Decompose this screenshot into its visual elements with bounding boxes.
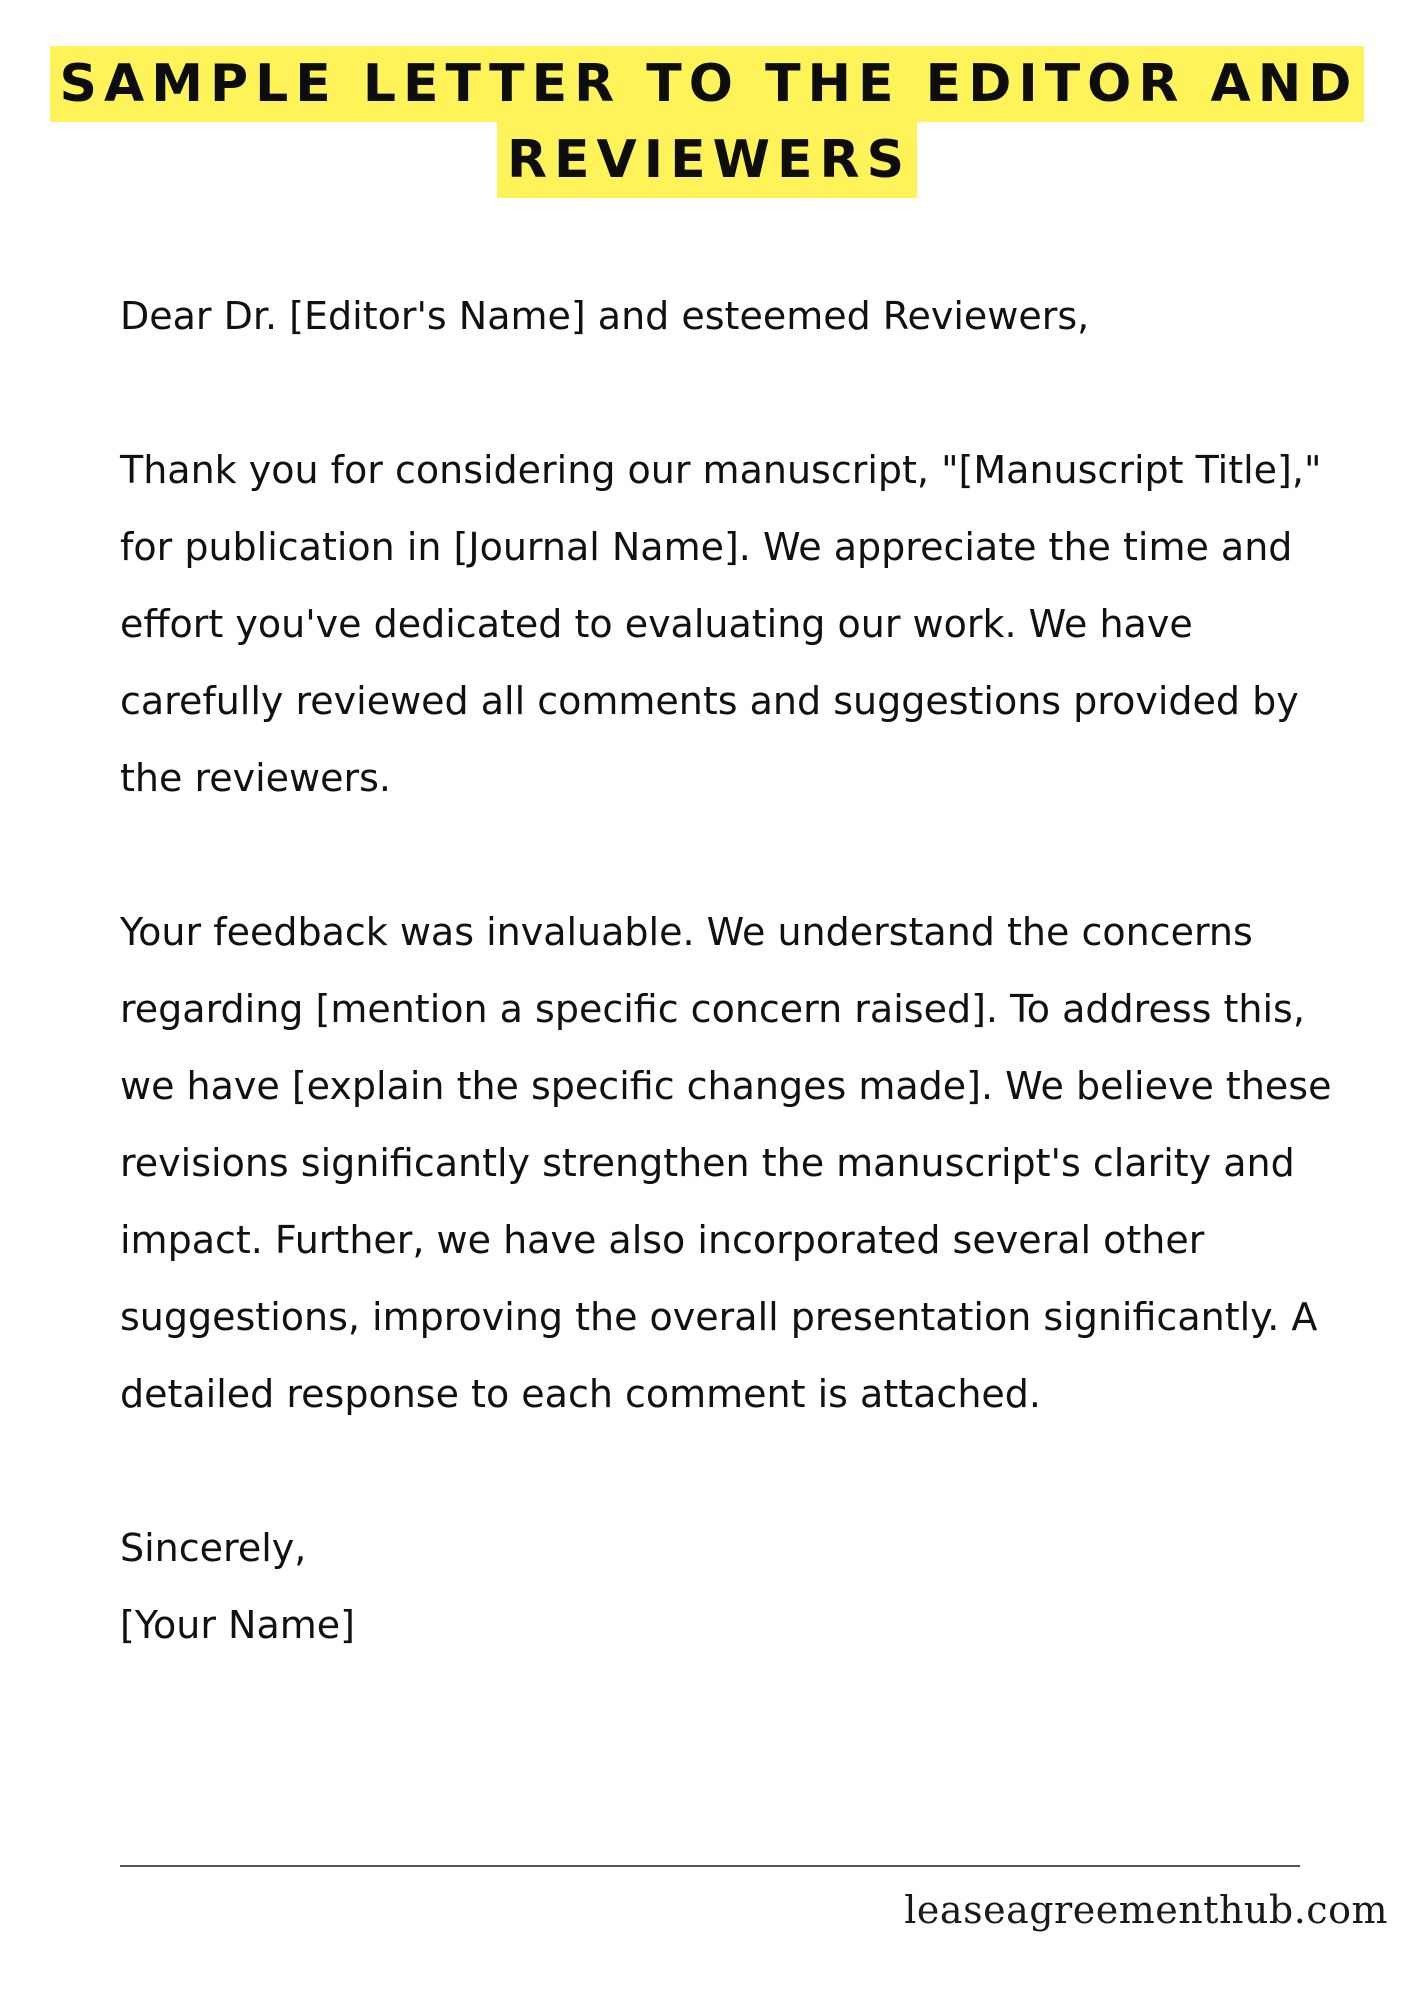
signature: [Your Name] bbox=[120, 1603, 355, 1647]
paragraph-response: Your feedback was invaluable. We understand the concerns regarding [mention a specific concern raised]. To address this, we have [explain the specific changes made]. We believe these revisions significantly strengthen the manuscript's clarity and impact. Further, we have also incorporated several other suggestions, improving the overall presentation significantly. A detailed response to each comment is attached. bbox=[120, 910, 1332, 1416]
salutation: Dear Dr. [Editor's Name] and esteemed Reviewers, bbox=[120, 294, 1090, 338]
footer-website: leaseagreementhub.com bbox=[904, 1888, 1388, 1932]
closing: Sincerely, bbox=[120, 1526, 307, 1570]
title-line-1: SAMPLE LETTER TO THE EDITOR AND bbox=[50, 46, 1365, 122]
paragraph-intro: Thank you for considering our manuscript, "[Manuscript Title]," for publication in [Journal Name]. We appreciate the time and effort you've dedicated to evaluating our work. We have carefully reviewed all comments and suggestions provided by the reviewers. bbox=[120, 448, 1322, 800]
document-title bbox=[0, 46, 1414, 198]
footer-divider bbox=[120, 1865, 1300, 1867]
letter-body bbox=[120, 278, 1340, 1664]
title-line-2: REVIEWERS bbox=[497, 122, 917, 198]
